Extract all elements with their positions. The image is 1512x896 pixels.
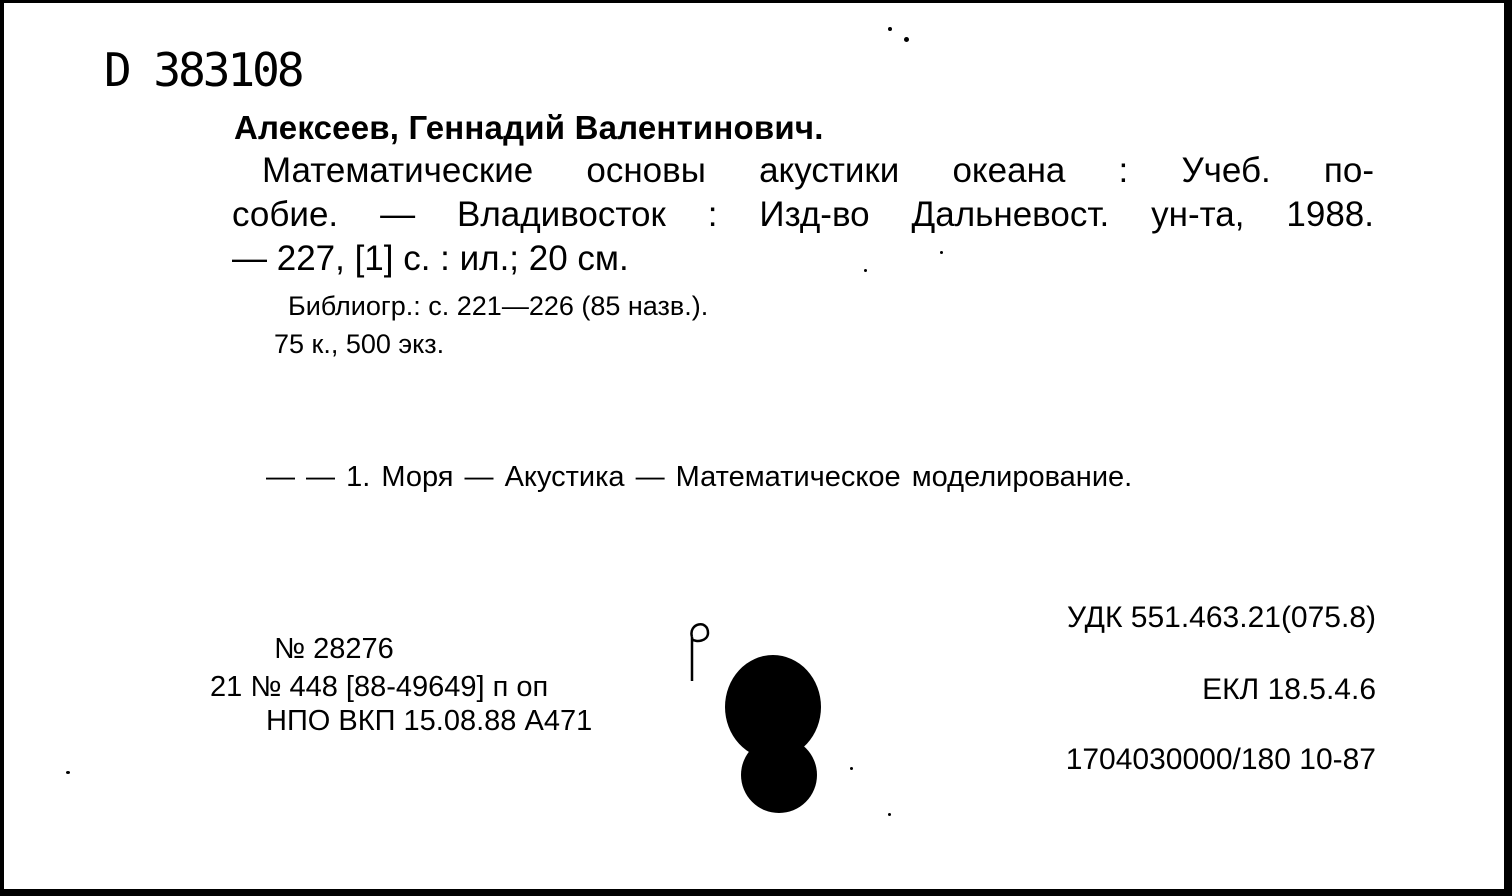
catalog-card [4, 3, 1504, 889]
ink-speck [850, 767, 853, 770]
catalog-code: 1704030000/180 10-87 [1065, 743, 1376, 776]
title-line-2: собие. — Владивосток : Изд-во Дальневост. ун-та, 1988. [232, 195, 1374, 234]
ink-speck [940, 251, 943, 254]
accession-number: D 383108 [104, 43, 302, 97]
price-print-run: 75 к., 500 экз. [274, 329, 445, 359]
printer-line: НПО ВКП 15.08.88 А471 [266, 705, 593, 737]
handwritten-mark [680, 615, 720, 685]
bibliography-note: Библиогр.: с. 221—226 (85 назв.). [288, 291, 709, 321]
subject-heading: — — 1. Моря — Акустика — Математическое моделирование. [266, 461, 1133, 493]
author-heading: Алексеев, Геннадий Валентинович. [234, 109, 824, 146]
registration-number: № 28276 [274, 633, 394, 665]
ink-speck [66, 771, 70, 774]
ink-speck [864, 269, 867, 272]
ekl-code: ЕКЛ 18.5.4.6 [1202, 673, 1376, 706]
ink-speck [904, 37, 909, 42]
title-line-1: Математические основы акустики океана : Учеб. по- [262, 151, 1374, 190]
ink-speck [888, 27, 892, 31]
punch-hole-bottom [741, 737, 817, 813]
ink-speck [888, 813, 891, 816]
order-line: 21 № 448 [88-49649] п оп [210, 671, 549, 703]
title-line-3: — 227, [1] с. : ил.; 20 см. [232, 239, 629, 278]
udk-code: УДК 551.463.21(075.8) [1066, 601, 1376, 634]
